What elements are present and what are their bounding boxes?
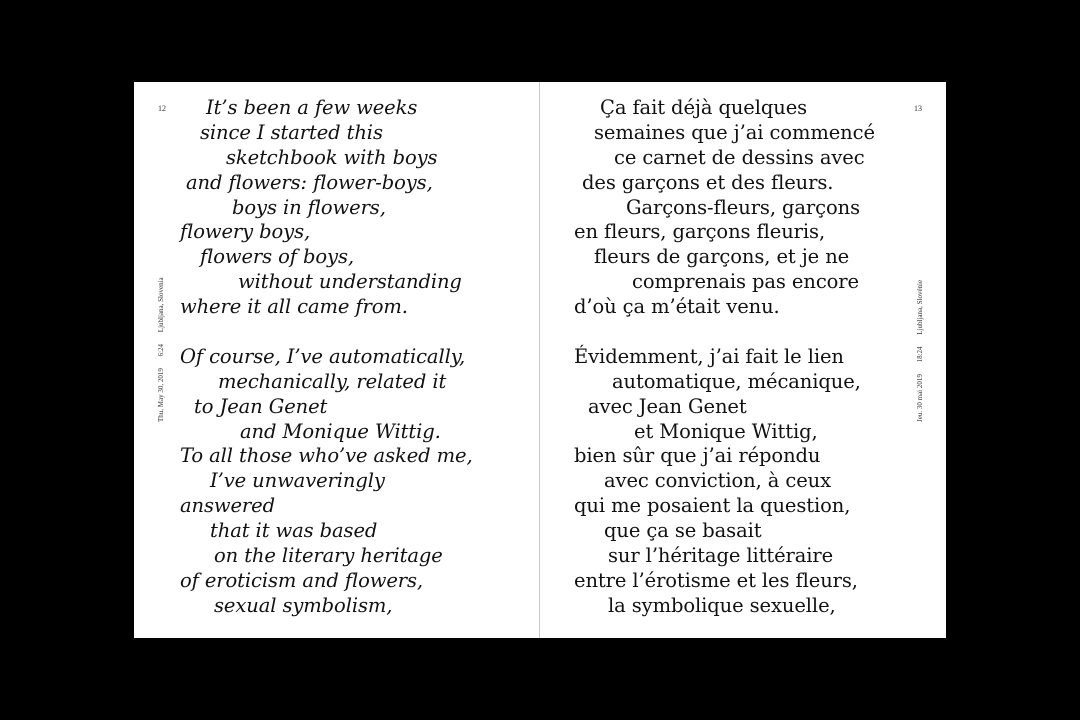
poem-line: qui me posaient la question, [574,494,851,518]
side-note-date: Jeu. 30 mai 2019 [916,374,924,422]
page-side-note [916,270,924,422]
side-note-place: Ljubljana, Slovenia [157,277,165,333]
poem-line: ce carnet de dessins avec [614,145,865,169]
poem-line: and Monique Wittig. [240,419,441,443]
poem-line: comprenais pas encore [632,270,859,294]
poem-line: sketchbook with boys [226,145,438,169]
page-number: 13 [914,104,922,113]
english-poem [180,96,473,619]
side-note-time: 18:24 [916,346,924,363]
poem-line: la symbolique sexuelle, [608,593,836,617]
poem-line [574,320,875,345]
page-side-note [157,267,165,422]
poem-line: to Jean Genet [194,394,328,418]
poem-line: des garçons et des fleurs. [582,170,834,194]
poem-line: d’où ça m’était venu. [574,295,780,319]
poem-line: without understanding [238,270,462,294]
book-spread [134,82,946,638]
poem-line: en fleurs, garçons fleuris, [574,220,826,244]
poem-line: Of course, I’ve automatically, [180,344,466,368]
poem-line: It’s been a few weeks [206,96,418,119]
poem-line: Ça fait déjà quelques [600,96,808,119]
poem-line: sur l’héritage littéraire [608,544,834,568]
left-page [134,82,539,638]
poem-line: bien sûr que j’ai répondu [574,444,821,468]
french-poem [574,96,875,619]
poem-line: and flowers: flower-boys, [186,170,433,194]
poem-line: et Monique Wittig, [634,419,818,443]
side-note-place: Ljubljana, Slovénie [916,279,924,335]
poem-line: that it was based [210,519,378,543]
poem-line: sexual symbolism, [214,593,393,617]
poem-line: To all those who’ve asked me, [180,444,473,468]
poem-line: on the literary heritage [214,544,443,568]
poem-line: Garçons-fleurs, garçons [626,195,860,219]
poem-line: I’ve unwaveringly [210,469,385,493]
poem-line: fleurs de garçons, et je ne [594,245,850,269]
poem-line: avec conviction, à ceux [604,469,832,493]
right-page [540,82,946,638]
poem-line: of eroticism and flowers, [180,568,424,592]
poem-line: avec Jean Genet [588,394,747,418]
side-note-date: Thu, May 30, 2019 [157,368,165,422]
poem-line: Évidemment, j’ai fait le lien [574,344,844,368]
poem-line: since I started this [200,120,383,144]
poem-line: mechanically, related it [218,369,447,393]
poem-line [180,320,473,345]
poem-line: flowery boys, [180,220,311,244]
poem-line: flowers of boys, [200,245,354,269]
poem-line: automatique, mécanique, [612,369,861,393]
poem-line: answered [180,494,275,518]
poem-line: entre l’érotisme et les fleurs, [574,568,858,592]
page-number: 12 [158,104,166,113]
side-note-time: 6:24 [157,343,165,357]
poem-line: boys in flowers, [232,195,386,219]
poem-line: semaines que j’ai commencé [594,120,875,144]
poem-line: que ça se basait [604,519,762,543]
poem-line: where it all came from. [180,295,408,319]
